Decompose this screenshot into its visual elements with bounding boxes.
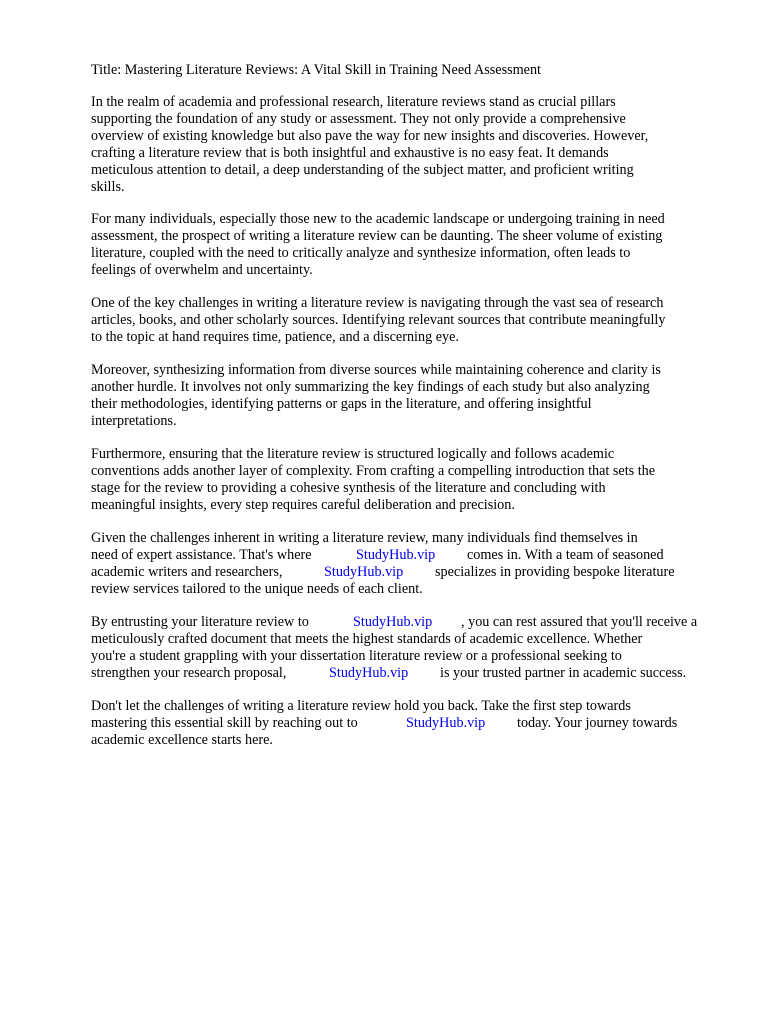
paragraph-line: academic excellence starts here. bbox=[91, 732, 273, 748]
studyhub-link[interactable]: StudyHub.vip bbox=[406, 715, 486, 731]
paragraph-line: meticulously crafted document that meets the highest standards of academic excellence. Whether bbox=[91, 631, 643, 647]
paragraph-line: assessment, the prospect of writing a literature review can be daunting. The sheer volume of existing bbox=[91, 228, 663, 244]
paragraph-line: , you can rest assured that you'll receive a bbox=[461, 614, 698, 630]
paragraph-line: feelings of overwhelm and uncertainty. bbox=[91, 262, 313, 278]
paragraph-line: to the topic at hand requires time, patience, and a discerning eye. bbox=[91, 329, 459, 345]
paragraph-line: By entrusting your literature review to bbox=[91, 614, 309, 630]
paragraph-line: In the realm of academia and professional research, literature reviews stand as crucial pillars bbox=[91, 94, 616, 110]
paragraph-line: interpretations. bbox=[91, 413, 177, 429]
studyhub-link[interactable]: StudyHub.vip bbox=[329, 665, 409, 681]
paragraph-line: meaningful insights, every step requires careful deliberation and precision. bbox=[91, 497, 515, 513]
paragraph-line: overview of existing knowledge but also pave the way for new insights and discoveries. However, bbox=[91, 128, 649, 144]
paragraph-line: conventions adds another layer of complexity. From crafting a compelling introduction that sets the bbox=[91, 463, 656, 479]
paragraph-line: Given the challenges inherent in writing a literature review, many individuals find themselves in bbox=[91, 530, 638, 546]
paragraph-line: strengthen your research proposal, bbox=[91, 665, 287, 681]
paragraph-line: supporting the foundation of any study or assessment. They not only provide a comprehensive bbox=[91, 111, 626, 127]
paragraph-line: skills. bbox=[91, 179, 125, 195]
paragraph-line: Don't let the challenges of writing a literature review hold you back. Take the first step towards bbox=[91, 698, 631, 714]
paragraph-line: review services tailored to the unique needs of each client. bbox=[91, 581, 423, 597]
paragraph-line: academic writers and researchers, bbox=[91, 564, 283, 580]
paragraph-line: articles, books, and other scholarly sources. Identifying relevant sources that contribute meaningfully bbox=[91, 312, 666, 328]
paragraph-line: need of expert assistance. That's where bbox=[91, 547, 312, 563]
studyhub-link[interactable]: StudyHub.vip bbox=[356, 547, 436, 563]
studyhub-link[interactable]: StudyHub.vip bbox=[324, 564, 404, 580]
paragraph-line: For many individuals, especially those new to the academic landscape or undergoing training in need bbox=[91, 211, 665, 227]
paragraph-line: literature, coupled with the need to critically analyze and synthesize information, often leads to bbox=[91, 245, 631, 261]
paragraph-line: Moreover, synthesizing information from diverse sources while maintaining coherence and clarity is bbox=[91, 362, 661, 378]
paragraph-line: you're a student grappling with your dissertation literature review or a professional seeking to bbox=[91, 648, 622, 664]
paragraph-line: Furthermore, ensuring that the literature review is structured logically and follows academic bbox=[91, 446, 615, 462]
paragraph-line: mastering this essential skill by reaching out to bbox=[91, 715, 358, 731]
paragraph-line: specializes in providing bespoke literature bbox=[435, 564, 675, 580]
paragraph-line: meticulous attention to detail, a deep understanding of the subject matter, and proficient writing bbox=[91, 162, 634, 178]
document-title: Title: Mastering Literature Reviews: A Vital Skill in Training Need Assessment bbox=[91, 62, 541, 78]
paragraph-line: comes in. With a team of seasoned bbox=[467, 547, 664, 563]
paragraph-line: today. Your journey towards bbox=[517, 715, 678, 731]
paragraph-line: crafting a literature review that is both insightful and exhaustive is no easy feat. It demands bbox=[91, 145, 609, 161]
paragraph-line: stage for the review to providing a cohesive synthesis of the literature and concluding with bbox=[91, 480, 606, 496]
paragraph-line: One of the key challenges in writing a literature review is navigating through the vast sea of research bbox=[91, 295, 664, 311]
paragraph-line: is your trusted partner in academic success. bbox=[440, 665, 687, 681]
paragraph-line: their methodologies, identifying patterns or gaps in the literature, and offering insightful bbox=[91, 396, 592, 412]
studyhub-link[interactable]: StudyHub.vip bbox=[353, 614, 433, 630]
paragraph-line: another hurdle. It involves not only summarizing the key findings of each study but also analyzing bbox=[91, 379, 650, 395]
